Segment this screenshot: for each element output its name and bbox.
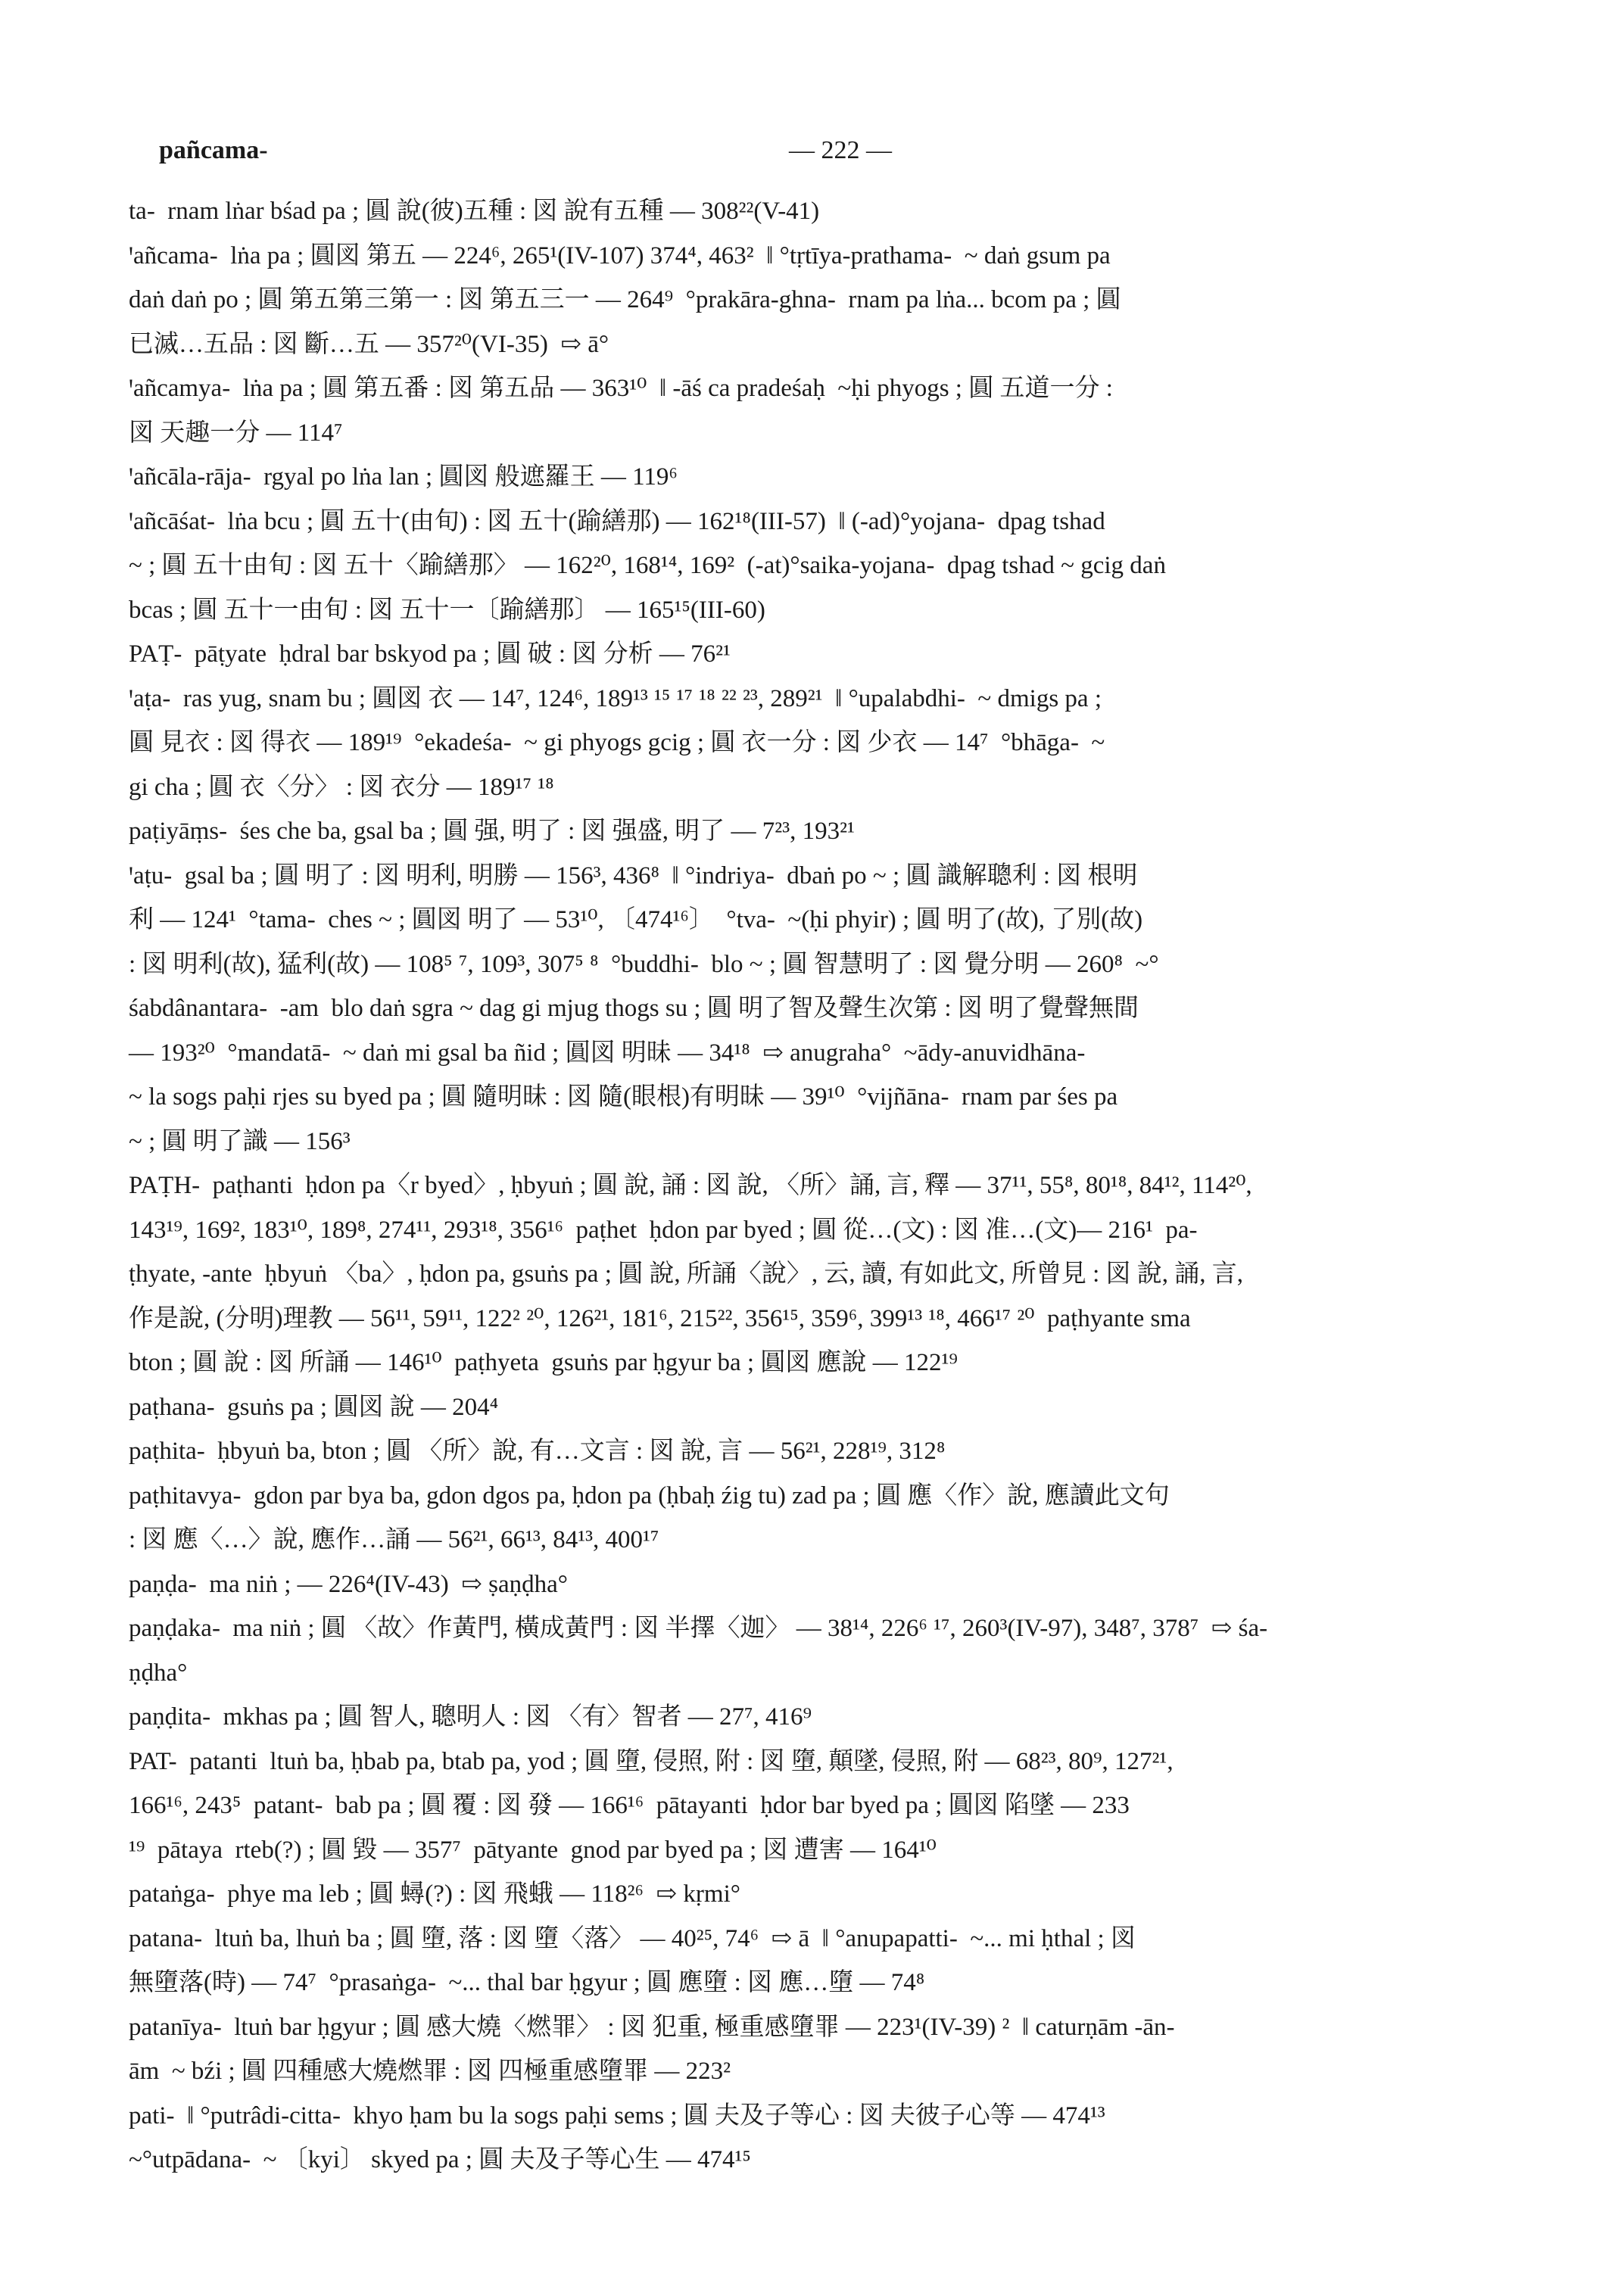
entry <box>129 677 1499 810</box>
entry-line: ꞌañcama- lṅa pa ; 圓図 第五 — 224⁶, 265¹(IV-107) 374⁴, 463² ‖ °tṛtīya-prathama- ~ daṅ gsum pa <box>129 241 1111 269</box>
entry-line: pati- ‖ °putrâdi-citta- khyo ḥam bu la sogs paḥi sems ; 圓 夫及子等心 : 図 夫彼子心等 — 474¹³ <box>129 2101 1105 2129</box>
entry <box>129 632 1499 677</box>
entry-line: PAṬ- pāṭyate ḥdral bar bskyod pa ; 圓 破 : 図 分析 — 76²¹ <box>129 640 731 668</box>
entry-line: ꞌañcamya- lṅa pa ; 圓 第五番 : 図 第五品 — 363¹⁰ ‖ -āś ca pradeśaḥ ~ḥi phyogs ; 圓 五道一分 : <box>129 375 1113 402</box>
entry <box>129 455 1499 500</box>
entry-line: paṭiyāṃs- śes che ba, gsal ba ; 圓 强, 明了 : 図 强盛, 明了 — 7²³, 193²¹ <box>129 818 855 845</box>
entry-line: śabdânantara- -am blo daṅ sgra ~ dag gi mjug thogs su ; 圓 明了智及聲生次第 : 図 明了覺聲無間 <box>129 995 1139 1022</box>
entry-line: — 193²⁰ °mandatā- ~ daṅ mi gsal ba ñid ; 圓図 明昧 — 34¹⁸ ⇨ anugraha° ~ādy-anuvidhāna- <box>129 1039 1086 1067</box>
entry <box>129 1474 1499 1562</box>
entry-line: : 図 明利(故), 猛利(故) — 108⁵ ⁷, 109³, 307⁵ ⁸ °buddhi- blo ~ ; 圓 智慧明了 : 図 覺分明 — 260⁸ ~° <box>129 950 1159 978</box>
running-head-word: pañcama- <box>159 136 268 164</box>
entry <box>129 854 1499 1164</box>
entry-line: PAṬH- paṭhanti ḥdon pa〈r byed〉, ḥbyuṅ ; 圓 說, 誦 : 図 說, 〈所〉誦, 言, 釋 — 37¹¹, 55⁸, 80¹⁸, 84¹², 114²⁰, <box>129 1172 1252 1199</box>
entry-line: paṭhana- gsuṅs pa ; 圓図 說 — 204⁴ <box>129 1393 499 1421</box>
entry-line: ~°utpādana- ~ 〔kyi〕 skyed pa ; 圓 夫及子等心生 — 474¹⁵ <box>129 2146 751 2173</box>
entry <box>129 1695 1499 1740</box>
entry <box>129 1429 1499 1474</box>
page-number: — 222 — <box>789 136 892 164</box>
entry-line: pataṅga- phye ma leb ; 圓 蟳(?) : 図 飛蛾 — 118²⁶ ⇨ kṛmi° <box>129 1880 740 1908</box>
entry <box>129 1385 1499 1430</box>
entry-line: paṇḍaka- ma niṅ ; 圓 〈故〉作黃門, 橫成黃門 : 図 半擇〈迦〉 — 38¹⁴, 226⁶ ¹⁷, 260³(IV-97), 348⁷, 378⁷ ⇨ śa- <box>129 1615 1268 1642</box>
entry-line: 利 — 124¹ °tama- ches ~ ; 圓図 明了 — 53¹⁰, 〔474¹⁶〕 °tva- ~(ḥi phyir) ; 圓 明了(故), 了別(故) <box>129 906 1143 933</box>
entry <box>129 500 1499 633</box>
entry-line: paṭhitavya- gdon par bya ba, gdon dgos pa, ḥdon pa (ḥbaḥ źig tu) zad pa ; 圓 應〈作〉說, 應讀此文句 <box>129 1481 1170 1509</box>
dictionary-entries <box>129 189 1499 2182</box>
entry <box>129 1740 1499 1873</box>
entry <box>129 2005 1499 2094</box>
entry <box>129 1164 1499 1385</box>
entry-line: ṇḍha° <box>129 1659 188 1687</box>
entry <box>129 366 1499 455</box>
entry-line: 図 天趣一分 — 114⁷ <box>129 419 343 447</box>
entry-line: 圓 見衣 : 図 得衣 — 189¹⁹ °ekadeśa- ~ gi phyogs gcig ; 圓 衣一分 : 図 少衣 — 14⁷ °bhāga- ~ <box>129 729 1105 756</box>
entry-line: paṇḍa- ma niṅ ; — 226⁴(IV-43) ⇨ ṣaṇḍha° <box>129 1570 568 1598</box>
entry <box>129 1917 1499 2005</box>
entry-line: ꞌañcāśat- lṅa bcu ; 圓 五十(由旬) : 図 五十(踰繕那) — 162¹⁸(III-57) ‖ (-ad)°yojana- dpag tshad <box>129 507 1105 535</box>
entry-line: 無墮落(時) — 74⁷ °prasaṅga- ~... thal bar ḥgyur ; 圓 應墮 : 図 應…墮 — 74⁸ <box>129 1969 925 1996</box>
entry-line: ām ~ bźi ; 圓 四種感大燒燃罪 : 図 四極重感墮罪 — 223² <box>129 2058 731 2085</box>
page-header <box>159 136 1522 174</box>
entry-line: bton ; 圓 說 : 図 所誦 — 146¹⁰ paṭhyeta gsuṅs par ḥgyur ba ; 圓図 應說 — 122¹⁹ <box>129 1349 958 1376</box>
entry-line: ta- rnam lṅar bśad pa ; 圓 說(彼)五種 : 図 說有五種 — 308²²(V-41) <box>129 198 820 225</box>
entry-line: ~ ; 圓 明了識 — 156³ <box>129 1127 351 1155</box>
entry-line: patanīya- ltuṅ bar ḥgyur ; 圓 感大燒〈燃罪〉 : 図 犯重, 極重感墮罪 — 223¹(IV-39) ² ‖ caturṇām -ān- <box>129 2013 1175 2041</box>
entry-line: 143¹⁹, 169², 183¹⁰, 189⁸, 274¹¹, 293¹⁸, 356¹⁶ paṭhet ḥdon par byed ; 圓 從…(文) : 図 准…(文)— 216¹ pa- <box>129 1216 1198 1244</box>
entry-line: ṭhyate, -ante ḥbyuṅ 〈ba〉, ḥdon pa, gsuṅs pa ; 圓 說, 所誦〈說〉, 云, 讀, 有如此文, 所曾見 : 図 說, 誦, 言, <box>129 1260 1244 1288</box>
entry-line: ¹⁹ pātaya rteb(?) ; 圓 毀 — 357⁷ pātyante gnod par byed pa ; 図 遭害 — 164¹⁰ <box>129 1836 937 1864</box>
entry-line: ~ ; 圓 五十由旬 : 図 五十〈踰繕那〉 — 162²⁰, 168¹⁴, 169² (-at)°saika-yojana- dpag tshad ~ gcig daṅ <box>129 552 1166 579</box>
entry <box>129 2094 1499 2182</box>
entry-line: paṭhita- ḥbyuṅ ba, bton ; 圓 〈所〉說, 有…文言 : 図 說, 言 — 56²¹, 228¹⁹, 312⁸ <box>129 1438 946 1465</box>
entry-line: 166¹⁶, 243⁵ patant- bab pa ; 圓 覆 : 図 發 — 166¹⁶ pātayanti ḥdor bar byed pa ; 圓図 陷墜 — 233 <box>129 1792 1130 1819</box>
entry <box>129 234 1499 367</box>
entry-line: 已滅…五品 : 図 斷…五 — 357²⁰(VI-35) ⇨ ā° <box>129 330 609 358</box>
entry-line: ꞌaṭa- ras yug, snam bu ; 圓図 衣 — 14⁷, 124⁶, 189¹³ ¹⁵ ¹⁷ ¹⁸ ²² ²³, 289²¹ ‖ °upalabdhi- ~ dmigs pa ; <box>129 684 1102 712</box>
entry-line: paṇḍita- mkhas pa ; 圓 智人, 聰明人 : 図 〈有〉智者 — 27⁷, 416⁹ <box>129 1703 812 1731</box>
entry <box>129 1872 1499 1917</box>
entry-line: ꞌaṭu- gsal ba ; 圓 明了 : 図 明利, 明勝 — 156³, 436⁸ ‖ °indriya- dbaṅ po ~ ; 圓 識解聰利 : 図 根明 <box>129 861 1138 889</box>
entry-line: ꞌañcāla-rāja- rgyal po lṅa lan ; 圓図 般遮羅王 — 119⁶ <box>129 463 678 491</box>
entry-line: 作是說, (分明)理教 — 56¹¹, 59¹¹, 122² ²⁰, 126²¹, 181⁶, 215²², 356¹⁵, 359⁶, 399¹³ ¹⁸, 466¹⁷ ²⁰ paṭhyante sma <box>129 1304 1191 1332</box>
entry <box>129 189 1499 234</box>
entry-line: gi cha ; 圓 衣〈分〉 : 図 衣分 — 189¹⁷ ¹⁸ <box>129 773 554 801</box>
entry-line: : 図 應〈…〉說, 應作…誦 — 56²¹, 66¹³, 84¹³, 400¹⁷ <box>129 1526 659 1553</box>
entry-line: patana- ltuṅ ba, lhuṅ ba ; 圓 墮, 落 : 図 墮〈落〉 — 40²⁵, 74⁶ ⇨ ā ‖ °anupapatti- ~... mi ḥthal ; 図 <box>129 1924 1136 1952</box>
entry-line: PAT- patanti ltuṅ ba, ḥbab pa, btab pa, yod ; 圓 墮, 侵照, 附 : 図 墮, 顛墜, 侵照, 附 — 68²³, 80⁹, 127²¹, <box>129 1747 1174 1775</box>
entry-line: daṅ daṅ po ; 圓 第五第三第一 : 図 第五三一 — 264⁹ °prakāra-ghna- rnam pa lṅa... bcom pa ; 圓 <box>129 286 1121 313</box>
entry <box>129 1562 1499 1607</box>
entry <box>129 809 1499 854</box>
entry-line: bcas ; 圓 五十一由旬 : 図 五十一〔踰繕那〕 — 165¹⁵(III-60) <box>129 596 765 624</box>
entry <box>129 1606 1499 1695</box>
entry-line: ~ la sogs paḥi rjes su byed pa ; 圓 隨明昧 : 図 隨(眼根)有明昧 — 39¹⁰ °vijñāna- rnam par śes pa <box>129 1083 1118 1111</box>
